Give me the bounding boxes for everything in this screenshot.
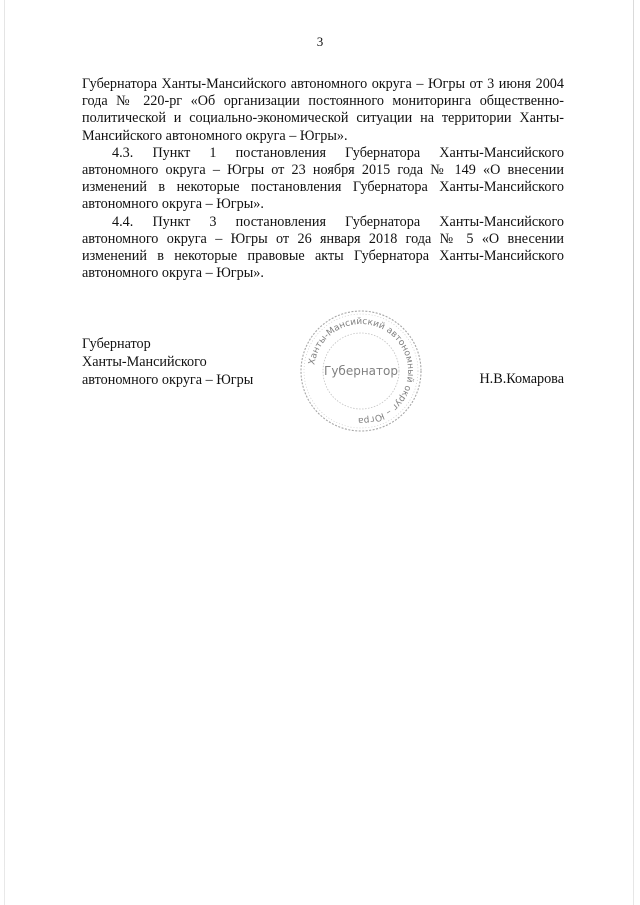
signatory-position <box>82 335 253 389</box>
official-seal <box>296 306 426 436</box>
page-number: 3 <box>316 34 324 49</box>
scan-edge-right <box>633 0 634 905</box>
position-line-1: Губернатор <box>82 336 151 352</box>
document-body <box>82 76 564 282</box>
signatory-name: Н.В.Комарова <box>479 371 564 387</box>
paragraph-item-4-3: 4.3. Пункт 1 постановления Губернатора Ханты-Мансийского автономного округа – Югры от 23 ноября 2015 года № 149 «О внесении изменений в некоторые постановления Губернатора Ханты-Мансийского автономного округа – Югры». <box>82 144 564 213</box>
position-line-3: автономного округа – Югры <box>82 372 254 388</box>
seal-center-text: Губернатор <box>324 364 398 378</box>
seal-ring-text: Ханты-Мансийский автономный округ – Югра <box>307 316 416 426</box>
position-line-2: Ханты-Мансийского <box>82 354 207 370</box>
paragraph-item-4-4: 4.4. Пункт 3 постановления Губернатора Ханты-Мансийского автономного округа – Югры от 26 января 2018 года № 5 «О внесении изменений в некоторые правовые акты Губернатора Ханты-Мансийского автономного округа – Югры». <box>82 213 564 282</box>
scan-edge-left <box>4 0 5 905</box>
paragraph-continuation: Губернатора Ханты-Мансийского автономного округа – Югры от 3 июня 2004 года № 220-рг «Об организации постоянного мониторинга общественно-политической и социально-экономической ситуации на территории Ханты-Мансийского автономного округа – Югры». <box>82 76 564 144</box>
